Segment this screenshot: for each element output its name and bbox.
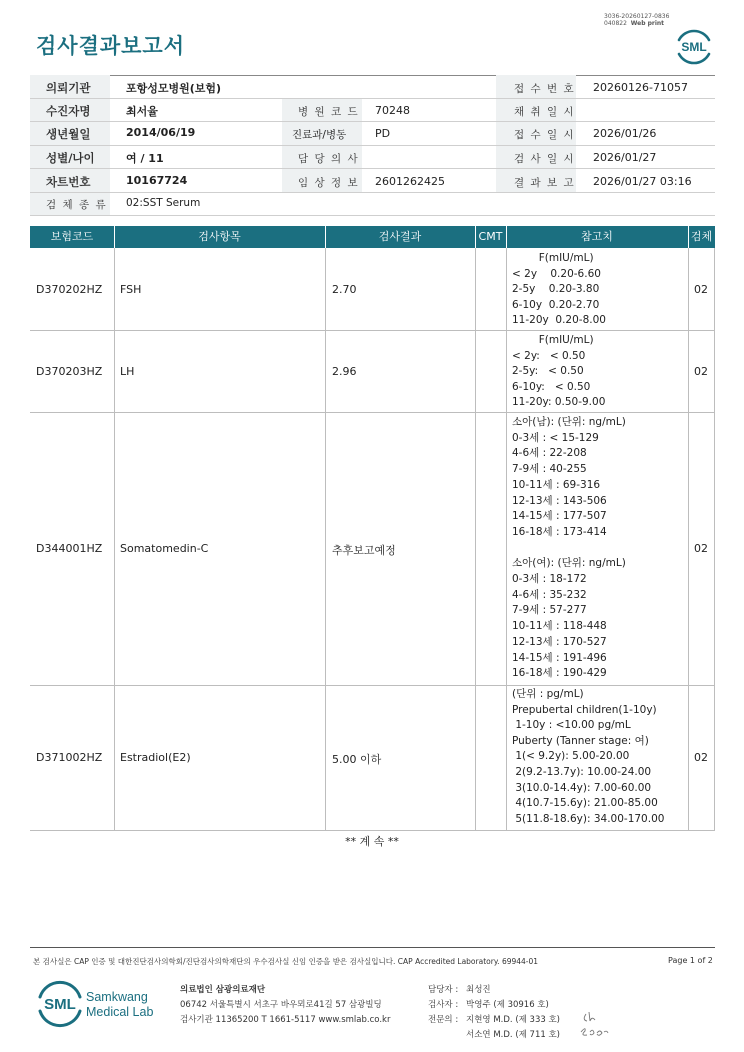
label-department: 진료과/병동 <box>292 129 347 141</box>
row-result: 5.00 이하 <box>332 753 382 766</box>
doc-print-info <box>604 20 669 27</box>
organization-info <box>180 983 390 1028</box>
value-clinical-info: 2601262425 <box>375 175 445 188</box>
doc-code: 040822 <box>604 20 627 27</box>
label-test-date: 검 사 일 시 <box>514 153 576 165</box>
value-test-date: 2026/01/27 <box>593 151 657 164</box>
row-specimen: 02 <box>694 365 708 378</box>
doc-id-number: 3036-20260127-0836 <box>604 13 670 20</box>
value-receipt-date: 2026/01/26 <box>593 127 657 140</box>
row-item: Estradiol(E2) <box>120 751 191 764</box>
label-report-date: 결 과 보 고 <box>514 177 576 189</box>
row-reference: F(mIU/mL) < 2y 0.20-6.60 2-5y 0.20-3.80 6-10y 0.20-2.70 11-20y 0.20-8.00 <box>512 252 606 327</box>
page-number: Page 1 of 2 <box>668 956 713 965</box>
staff-line <box>428 998 560 1013</box>
staff-value: 박영주 (제 30916 호) <box>466 1000 549 1010</box>
row-specimen: 02 <box>694 542 708 555</box>
continued-marker: ** 계 속 ** <box>345 835 399 848</box>
label-physician: 담 당 의 사 <box>298 153 360 165</box>
staff-value: 서소연 M.D. (제 711 호) <box>466 1030 561 1040</box>
value-birth-date: 2014/06/19 <box>126 126 196 139</box>
staff-line <box>428 1028 560 1043</box>
row-result: 추후보고예정 <box>332 544 396 557</box>
footer-logo-line1: Samkwang <box>86 990 148 1004</box>
row-code: D371002HZ <box>36 751 103 764</box>
results-header <box>30 226 715 248</box>
row-item: FSH <box>120 283 142 296</box>
value-specimen-type: 02:SST Serum <box>126 197 201 209</box>
footer-logo-line2: Medical Lab <box>86 1005 154 1019</box>
header-insurance-code: 보험코드 <box>50 230 94 243</box>
label-specimen-type: 검 체 종 류 <box>46 199 108 211</box>
label-receipt-date: 접 수 일 시 <box>514 129 576 141</box>
label-chart-no: 차트번호 <box>46 175 91 189</box>
value-patient-name: 최서율 <box>126 105 158 118</box>
value-chart-no: 10167724 <box>126 174 188 187</box>
label-collection-date: 채 취 일 시 <box>514 106 576 118</box>
label-hospital-code: 병 원 코 드 <box>298 106 360 118</box>
staff-label: 담당자 : <box>428 985 459 995</box>
value-department: PD <box>375 127 391 140</box>
label-patient-name: 수진자명 <box>46 104 91 118</box>
staff-line <box>428 983 560 998</box>
staff-value: 지현영 M.D. (제 333 호) <box>466 1015 561 1025</box>
label-requesting-org: 의뢰기관 <box>46 81 91 95</box>
row-code: D344001HZ <box>36 542 103 555</box>
patient-info-table <box>30 75 715 215</box>
org-contact: 검사기관 11365200 T 1661-5117 www.smlab.co.kr <box>180 1015 391 1025</box>
row-result: 2.70 <box>332 283 357 296</box>
samkwang-logo-icon <box>36 980 158 1028</box>
label-accession-no: 접 수 번 호 <box>514 83 576 95</box>
page-title: 검사결과보고서 <box>36 34 186 58</box>
print-type: Web print <box>630 20 665 27</box>
results-table <box>30 226 715 831</box>
staff-label: 검사자 : <box>428 1000 459 1010</box>
staff-value: 최성진 <box>466 985 491 995</box>
header-reference: 참고치 <box>581 230 613 243</box>
footer-divider <box>30 947 715 948</box>
footer-accreditation-note: 본 검사실은 CAP 인증 및 대한진단검사의학회/진단검사의학재단의 우수검사실 신임 인증을 받은 검사실입니다. CAP Accredited Laboratory. 69944-01 <box>33 957 539 966</box>
staff-label: 전문의 : <box>428 1015 459 1025</box>
value-accession-no: 20260126-71057 <box>593 81 688 94</box>
row-reference: (단위 : pg/mL) Prepubertal children(1-10y) 1-10y : <10.00 pg/mL Puberty (Tanner stage: 여) 1(< 9.2y): 5.00-20.00 2(9.2-13.7y): 10.00-24.00 3(10.0-14.4y): 7.00-60.00 4(10.7-15.6y): 21.00-85.00 5(11.8-18.6y): 34.00-170.00 <box>512 688 665 825</box>
row-item: Somatomedin-C <box>120 542 209 555</box>
org-name: 의료법인 삼광의료재단 <box>180 985 266 995</box>
value-sex-age: 여 / 11 <box>126 152 164 165</box>
sml-logo-icon <box>673 26 715 68</box>
document-id <box>604 13 669 27</box>
value-hospital-code: 70248 <box>375 104 410 117</box>
footer-logo-text: SML <box>44 996 76 1013</box>
org-address: 06742 서울특별시 서초구 바우뫼로41길 57 삼광빌딩 <box>180 1000 382 1010</box>
label-sex-age: 성별/나이 <box>46 151 95 165</box>
header-cmt: CMT <box>478 230 503 243</box>
row-specimen: 02 <box>694 751 708 764</box>
row-item: LH <box>120 365 135 378</box>
label-clinical-info: 임 상 정 보 <box>298 177 360 189</box>
row-result: 2.96 <box>332 365 357 378</box>
row-code: D370202HZ <box>36 283 103 296</box>
label-birth-date: 생년월일 <box>46 127 91 141</box>
row-code: D370203HZ <box>36 365 103 378</box>
header-specimen: 검체 <box>690 230 713 243</box>
row-reference: F(mIU/mL) < 2y: < 0.50 2-5y: < 0.50 6-10y: < 0.50 11-20y: 0.50-9.00 <box>512 334 606 409</box>
sml-logo-text: SML <box>681 40 707 54</box>
value-report-date: 2026/01/27 03:16 <box>593 175 692 188</box>
staff-line <box>428 1013 560 1028</box>
row-specimen: 02 <box>694 283 708 296</box>
value-requesting-org: 포항성모병원(보험) <box>126 82 222 95</box>
signature-icon <box>578 1008 612 1040</box>
staff-info <box>428 983 560 1043</box>
header-test-result: 검사결과 <box>378 230 422 243</box>
header-test-item: 검사항목 <box>198 230 241 243</box>
row-reference: 소아(남): (단위: ng/mL) 0-3세 : < 15-129 4-6세 : 22-208 7-9세 : 40-255 10-11세 : 69-316 12-13세 : 143-506 14-15세 : 177-507 16-18세 : 173-414 소아(여): (단위: ng/mL) 0-3세 : 18-172 4-6세 : 35-232 7-9세 : 57-277 10-11세 : 118-448 12-13세 : 170-527 14-15세 : 191-496 16-18세 : 190-429 <box>512 416 626 680</box>
